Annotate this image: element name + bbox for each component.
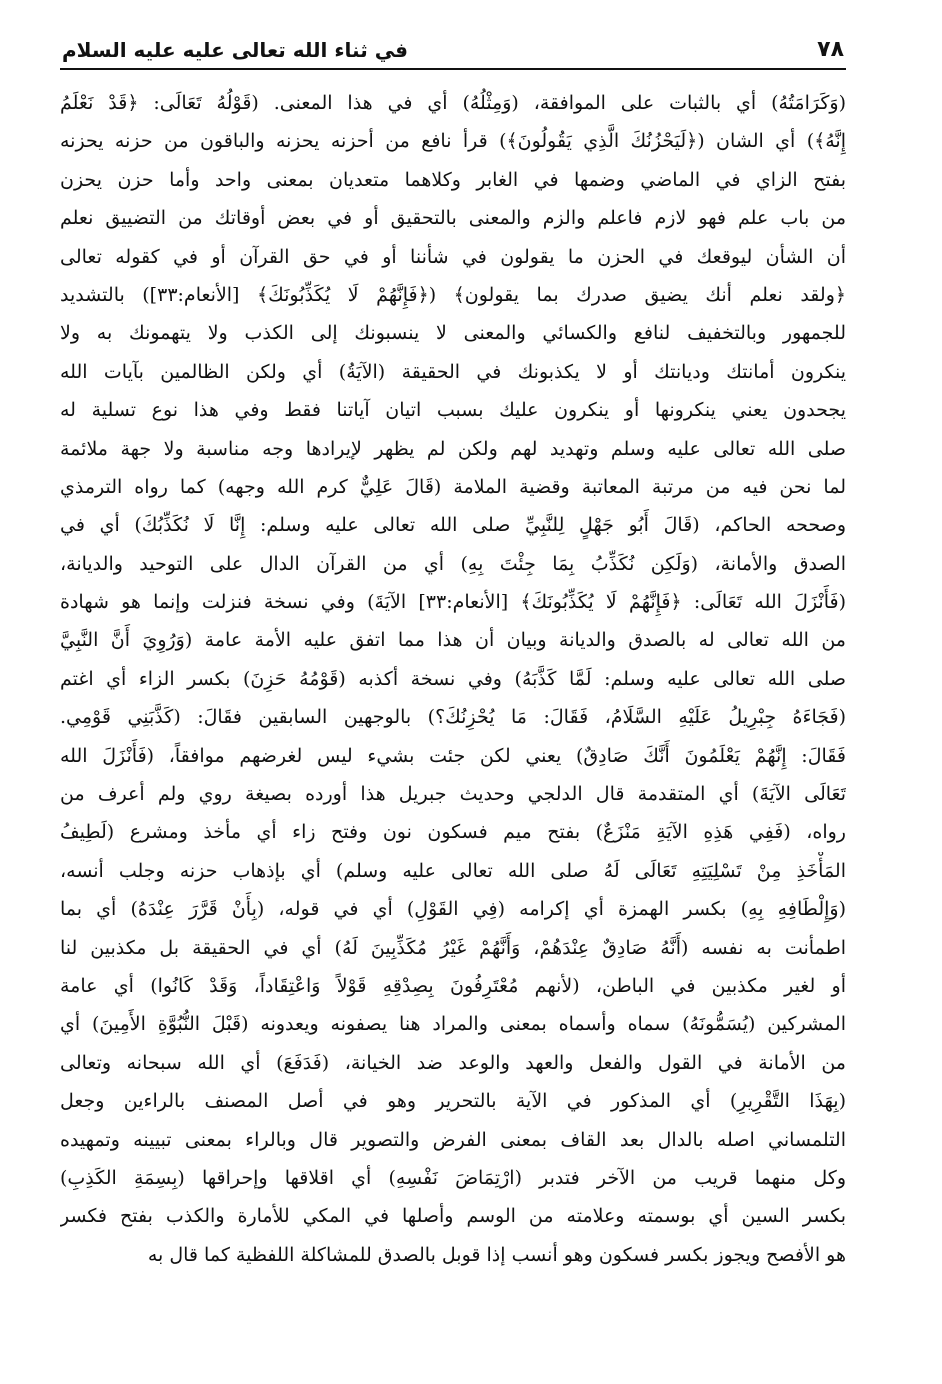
text-line: إِنَّهُ﴾) أي الشان (﴿لَيَحْزُنُكَ الَّذِي يَقُولُونَ﴾) قرأ نافع من أحزنه يحزنه والباقون من حزنه يحزنه (60, 130, 846, 153)
page-header (60, 22, 846, 62)
text-line: أن الشأن ليوقعك في الحزن ما يقولون في شأننا أو في حق القرآن أو في كقوله تعالى (60, 245, 846, 268)
text-line: لما نحن فيه من مرتبة المعاتبة وقضية الملامة (قَالَ عَلِيٌّ كرم الله وجهه) كما رواه الترمذي (60, 475, 846, 498)
text-line: فَقَالَ: إِنَّهُمْ يَعْلَمُونَ أَنَّكَ صَادِقٌ) يعني لكن جئت بشيء ليس لغرضهم موافقاً، (فَأَنْزَلَ الله (60, 744, 846, 767)
text-line: ﴿ولقد نعلم أنك يضيق صدرك بما يقولون﴾ (﴿فَإِنَّهُمْ لَا يُكَذِّبُونَكَ﴾ [الأنعام:٣٣]) بالتشديد (60, 283, 846, 306)
text-line: ينكرون أمانتك وديانتك أو لا يكذبونك في الحقيقة (الآيَةُ) أي ولكن الظالمين بآيات الله (60, 360, 846, 383)
text-line: اطمأنت به نفسه (أَنَّهُ صَادِقٌ عِنْدَهُمْ، وَأَنَّهُمْ غَيْرُ مُكَذِّبِينَ لَهُ) أي في الحقيقة بل مكذبين لنا (60, 936, 846, 959)
page-number: ٧٨ (817, 37, 844, 62)
text-line: رواه، (فَفِي هَذِهِ الآيَةِ مَنْزَعٌ) بفتح ميم فسكون نون وفتح زاء أي مأخذ ومشرع (لَطِيفُ (60, 821, 846, 844)
text-line: (فَجَاءَهُ جِبْرِيلُ عَلَيْهِ السَّلَامُ، فَقَالَ: مَا يُحْزِنُكَ؟) بالوجهين السابقين فقَالَ: (كَذَّبَنِي قَوْمِي. (60, 706, 846, 729)
text-line: هو الأفصح ويجوز بكسر فسكون وهو أنسب إذا قوبل بالصدق للمشاكلة اللفظية كما قال به (147, 1243, 846, 1266)
text-line: المَأْخَذِ مِنْ تَسْلِيَتِهِ تَعَالَى لَهُ صلى الله تعالى عليه وسلم) أي بإذهاب حزنه وجلب أنسه، (60, 859, 846, 882)
text-line: صلى الله تعالى عليه وسلم: لَمَّا كَذَّبَهُ) وفي نسخة أكذبه (قَوْمُهُ حَزِنَ) بكسر الزاء أي اغتم (60, 667, 846, 690)
text-line: وكل منهما قريب من الآخر فتدبر (ارْتِمَاضَ نَفْسِهِ) أي اقلاقها وإحراقها (بِسِمَةِ الكَذِبِ) (60, 1166, 846, 1189)
text-line: صلى الله تعالى عليه وسلم وتهديد لهم ولكن لم يظهر لإيرادها وجه مناسبة ولا جهة ملائمة (60, 437, 846, 460)
document-page (60, 22, 846, 1274)
text-line: من باب علم فهو لازم فاعلم والزم والمعنى بالتحقيق أو في بعض أوقاتك من التضييق نعلم (60, 207, 846, 230)
text-line: يجحدون يعني ينكرونها أو ينكرون عليك بسبب اتيان آياتنا فقط وفي هذا نوع تسلية له (60, 399, 846, 422)
text-line: وصححه الحاكم، (قَالَ أَبُو جَهْلٍ لِلنَّبِيِّ صلى الله تعالى عليه وسلم: إِنَّا لَا نُكَذِّبُكَ) أي في (60, 514, 846, 537)
text-line: (فَأَنْزَلَ الله تَعَالَى: ﴿فَإِنَّهُمْ لَا يُكَذِّبُونَكَ﴾ [الأنعام:٣٣] الآيَةَ) وفي نسخة فنزلت وإنما هو شهادة (60, 591, 846, 614)
text-line: من الأمانة في القول والفعل والعهد والوعد ضد الخيانة، (فَدَفَعَ) أي الله سبحانه وتعالى (60, 1051, 846, 1074)
text-line: (بِهَذَا التَّقْرِيرِ) أي المذكور في الآية بالتحرير وهو في أصل المصنف بالراءين وجعل (60, 1090, 846, 1113)
body-text (60, 84, 846, 1274)
text-line: المشركين (يُسَمُّونَهُ) سماه وأسماه بمعنى والمراد هنا يصفونه ويعدونه (قَبْلَ النُّبُوَّةِ الأَمِينَ) أي (60, 1013, 846, 1036)
running-title: في ثناء الله تعالى عليه عليه السلام (62, 38, 409, 62)
text-line: أو لغير مكذبين في الباطن، (لأنهم مُعْتَرِفُونَ بِصِدْقِهِ قَوْلاً وَاعْتِقَاداً، وَقَدْ كَانُوا) أي عامة (60, 974, 846, 997)
text-line: تَعَالَى الآيَةَ) أي المتقدمة قال الدلجي وحديث جبريل هذا أورده بصيغة روي ولم أعرف من (60, 783, 846, 806)
text-line: بكسر السين أي بوسمته وعلامته من الوسم وأصلها في المكي للأمارة والكذب بفتح فكسر (60, 1205, 846, 1228)
text-line: من الله تعالى له بالصدق والديانة وبيان أن هذا مما اتفق عليه الأمة عامة (وَرُوِيَ أَنَّ النَّبِيَّ (60, 629, 846, 652)
text-line: (وَإِلْطَافِهِ بِهِ) بكسر الهمزة أي إكرامه (فِي القَوْلِ) أي في قوله، (بِأَنْ قَرَّرَ عِنْدَهُ) أي بما (60, 898, 846, 921)
header-rule (60, 68, 846, 70)
text-line: (وَكَرَامَتُهُ) أي بالثبات على الموافقة، (وَمِثْلُهُ) أي في هذا المعنى. (قَوْلُهُ تَعَالَى: ﴿قَدْ نَعْلَمُ (60, 92, 846, 114)
text-line: الصدق والأمانة، (وَلَكِن نُكَذِّبُ بِمَا جِئْتَ بِهِ) أي من القرآن الدال على التوحيد والديانة، (60, 552, 846, 575)
text-line: بفتح الزاي في الماضي وضمها في الغابر وكلاهما متعديان بمعنى واحد وأما حزن يحزن (60, 168, 846, 191)
text-line: التلمساني اصله بالدال بعد القاف بمعنى الفرض والتصوير قال وبالراء بمعنى تبيينه وتمهيده (60, 1128, 846, 1151)
text-line: للجمهور وبالتخفيف لنافع والكسائي والمعنى لا ينسبونك إلى الكذب ولا يتهمونك به ولا (60, 322, 846, 345)
